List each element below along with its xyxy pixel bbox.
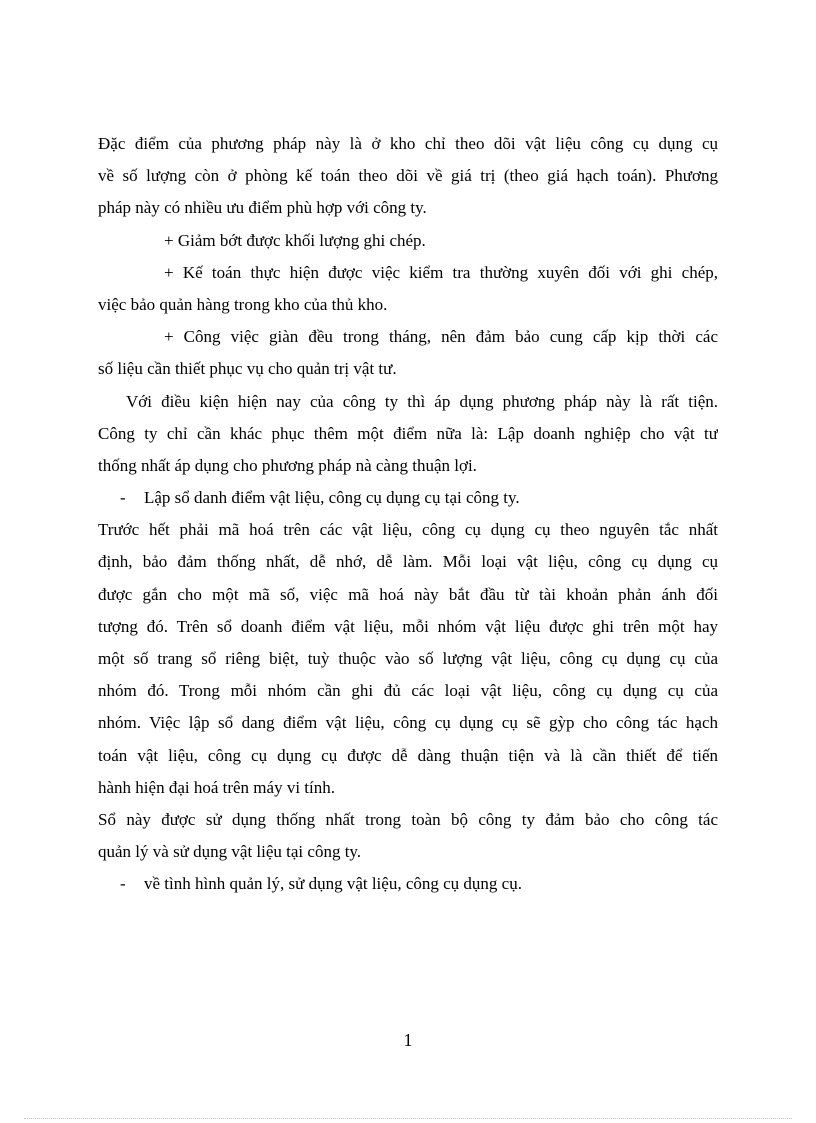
list-item-plus: + Công việc giàn đều trong tháng, nên đảm bảo cung cấp kịp thời các: [164, 327, 718, 347]
paragraph-line: một số trang sổ riêng biệt, tuỳ thuộc vào số lượng vật liệu, công cụ dụng cụ của: [98, 649, 718, 668]
bullet-item: [98, 482, 718, 514]
paragraph-line: pháp này có nhiều ưu điểm phù hợp với công ty.: [98, 198, 427, 218]
paragraph-line: việc bảo quản hàng trong kho của thủ kho.: [98, 294, 388, 314]
paragraph-line: Công ty chỉ cần khác phục thêm một điểm nữa là: Lập doanh nghiệp cho vật tư: [98, 423, 718, 443]
paragraph-line: về số lượng còn ở phòng kế toán theo dõi về giá trị (theo giá hạch toán). Phương: [98, 166, 718, 186]
paragraph-line: toán vật liệu, công cụ dụng cụ được dễ dàng thuận tiện và là cần thiết để tiến: [98, 745, 718, 765]
paragraph-line: Với điều kiện hiện nay của công ty thì áp dụng phương pháp này là rất tiện.: [126, 391, 718, 411]
paragraph-line: tượng đó. Trên sổ doanh điểm vật liệu, mỗi nhóm vật liệu được ghi trên một hay: [98, 616, 718, 636]
paragraph-line: định, bảo đảm thống nhất, dễ nhớ, dễ làm. Mỗi loại vật liệu, công cụ dụng cụ: [98, 552, 718, 572]
document-body: [98, 128, 718, 901]
page-number: 1: [403, 1030, 413, 1050]
bullet-dash: -: [120, 874, 126, 894]
bullet-text: Lập sổ danh điểm vật liệu, công cụ dụng cụ tại công ty.: [144, 488, 520, 508]
paragraph-line: nhóm đó. Trong mỗi nhóm cần ghi đủ các loại vật liệu, công cụ dụng cụ của: [98, 681, 718, 701]
paragraph-line: hành hiện đại hoá trên máy vi tính.: [98, 777, 335, 797]
paragraph-line: nhóm. Việc lập sổ dang điểm vật liệu, công cụ dụng cụ sẽ gỳp cho công tác hạch: [98, 713, 718, 733]
paragraph-line: Đặc điểm của phương pháp này là ở kho chỉ theo dõi vật liệu công cụ dụng cụ: [98, 134, 718, 153]
paragraph-line: số liệu cần thiết phục vụ cho quản trị vật tư.: [98, 359, 397, 379]
bullet-item: [98, 868, 718, 900]
paragraph-line: thống nhất áp dụng cho phương pháp nà càng thuận lợi.: [98, 455, 477, 475]
list-item-plus: + Giảm bớt được khối lượng ghi chép.: [164, 230, 426, 250]
paragraph-line: được gắn cho một mã số, việc mã hoá này bắt đầu từ tài khoản phản ánh đối: [98, 584, 718, 604]
paragraph-line: Trước hết phải mã hoá trên các vật liệu, công cụ dụng cụ theo nguyên tắc nhất: [98, 520, 718, 540]
list-item-plus: + Kế toán thực hiện được việc kiểm tra thường xuyên đối với ghi chép,: [164, 262, 718, 282]
page-bottom-divider: [24, 1118, 792, 1119]
paragraph-line: Sổ này được sử dụng thống nhất trong toàn bộ công ty đảm bảo cho công tác: [98, 809, 718, 829]
paragraph-line: quản lý và sử dụng vật liệu tại công ty.: [98, 842, 362, 862]
bullet-dash: -: [120, 488, 126, 508]
bullet-text: về tình hình quản lý, sử dụng vật liệu, công cụ dụng cụ.: [144, 874, 522, 894]
